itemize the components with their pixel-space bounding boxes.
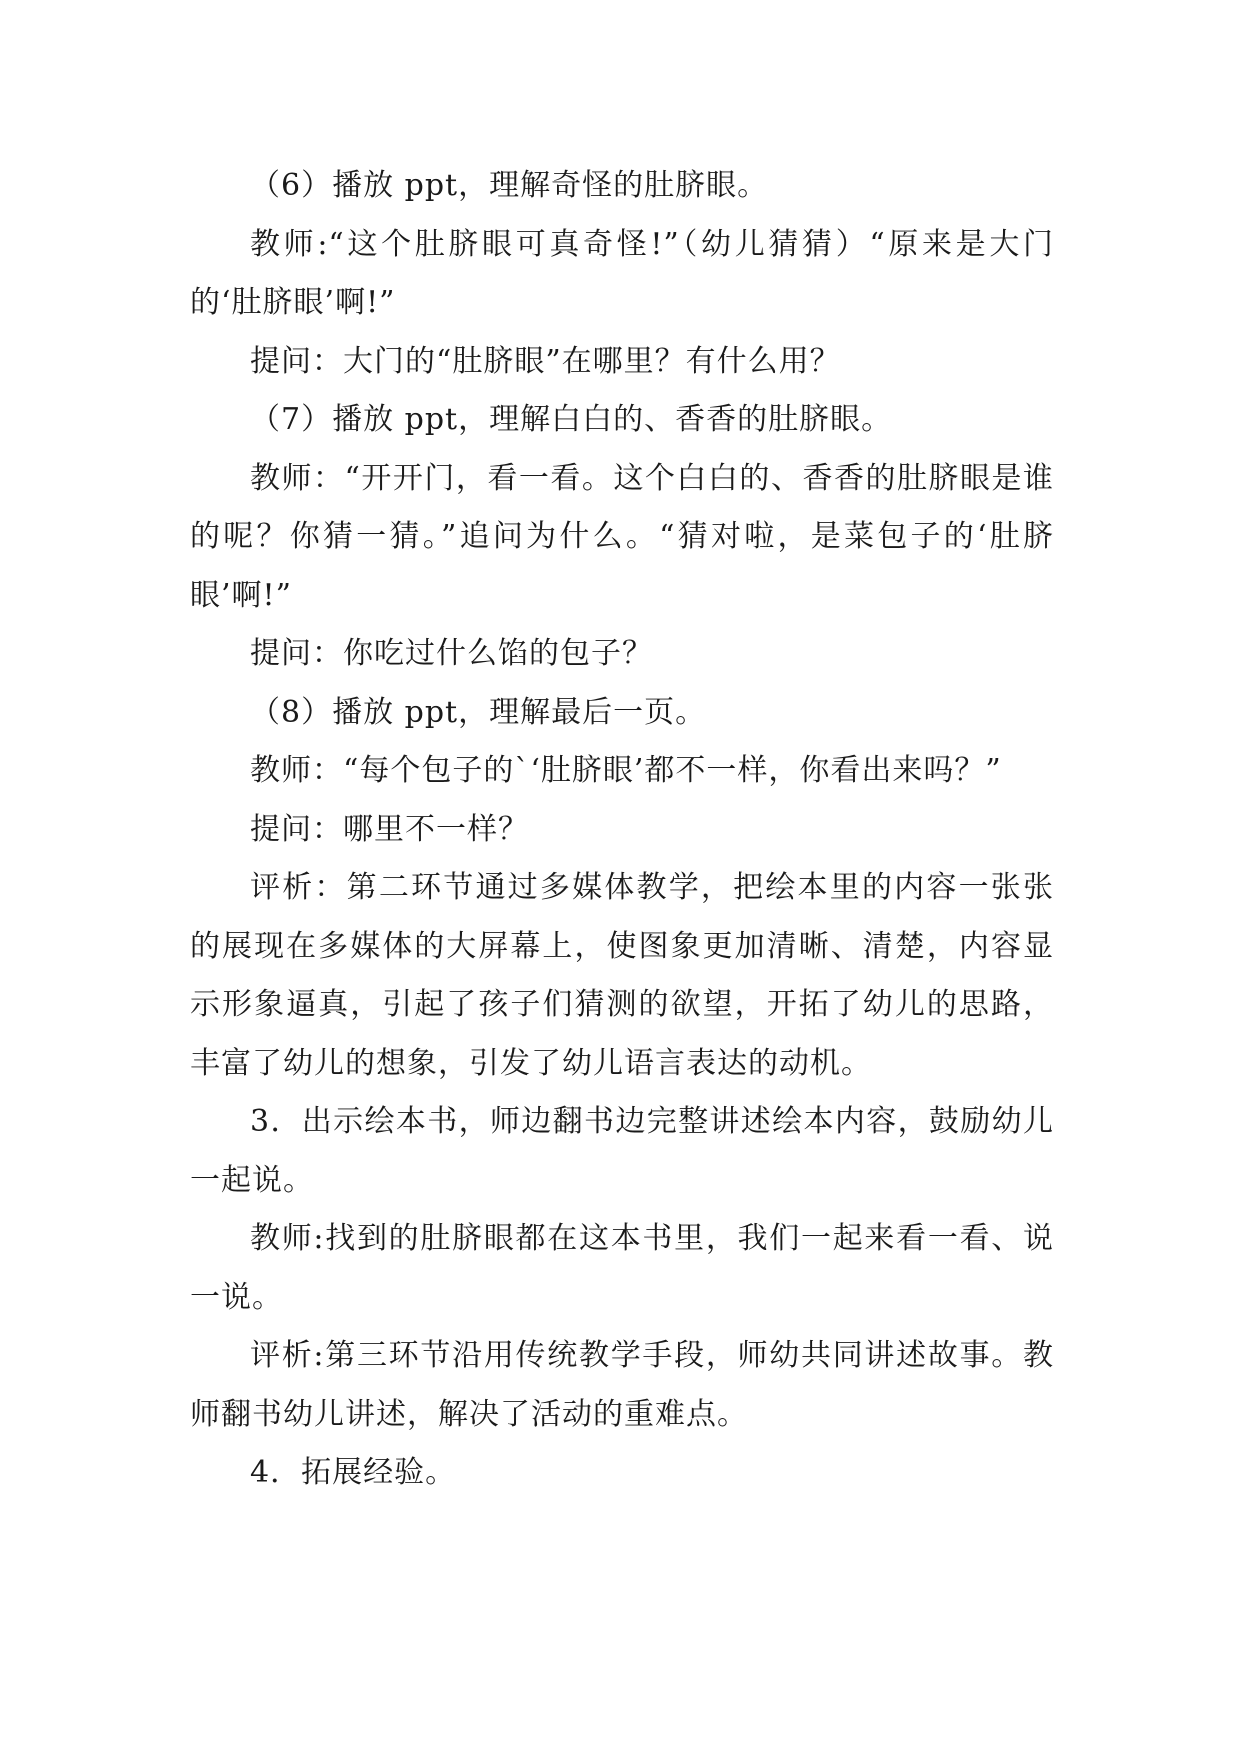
paragraph-analysis-2: 评析：第二环节通过多媒体教学，把绘本里的内容一张张的展现在多媒体的大屏幕上，使图象更加清晰、清楚，内容显示形象逼真，引起了孩子们猜测的欲望，开拓了幼儿的思路，丰富了幼儿的想象，引发了幼儿语言表达的动机。 <box>190 870 1054 1081</box>
paragraph-analysis-3: 评析:第三环节沿用传统教学手段，师幼共同讲述故事。教师翻书幼儿讲述，解决了活动的重难点。 <box>190 1338 1054 1432</box>
paragraph-teacher-bun: 教师：“开开门，看一看。这个白白的、香香的肚脐眼是谁的呢？你猜一猜。”追问为什么。“猜对啦，是菜包子的‘肚脐眼’啊!” <box>190 460 1054 613</box>
document-page <box>190 157 1054 1503</box>
paragraph-step-8: （8）播放 ppt，理解最后一页。 <box>250 694 707 730</box>
paragraph-teacher-last-page: 教师：“每个包子的`‘肚脐眼’都不一样，你看出来吗？” <box>250 753 1002 788</box>
paragraph-teacher-book: 教师:找到的肚脐眼都在这本书里，我们一起来看一看、说一说。 <box>190 1221 1054 1315</box>
paragraph-step-3: 3．出示绘本书，师边翻书边完整讲述绘本内容，鼓励幼儿一起说。 <box>190 1104 1054 1198</box>
paragraph-question-gate: 提问：大门的“肚脐眼”在哪里？有什么用？ <box>250 343 841 379</box>
paragraph-step-7: （7）播放 ppt，理解白白的、香香的肚脐眼。 <box>250 402 893 437</box>
paragraph-teacher-gate: 教师:“这个肚脐眼可真奇怪!”（幼儿猜猜）“原来是大门的‘肚脐眼’啊!” <box>190 226 1054 320</box>
paragraph-question-bun: 提问：你吃过什么馅的包子？ <box>250 636 653 671</box>
paragraph-step-6: （6）播放 ppt，理解奇怪的肚脐眼。 <box>250 168 769 203</box>
paragraph-step-4: 4．拓展经验。 <box>250 1455 457 1490</box>
paragraph-question-difference: 提问：哪里不一样？ <box>250 811 529 847</box>
